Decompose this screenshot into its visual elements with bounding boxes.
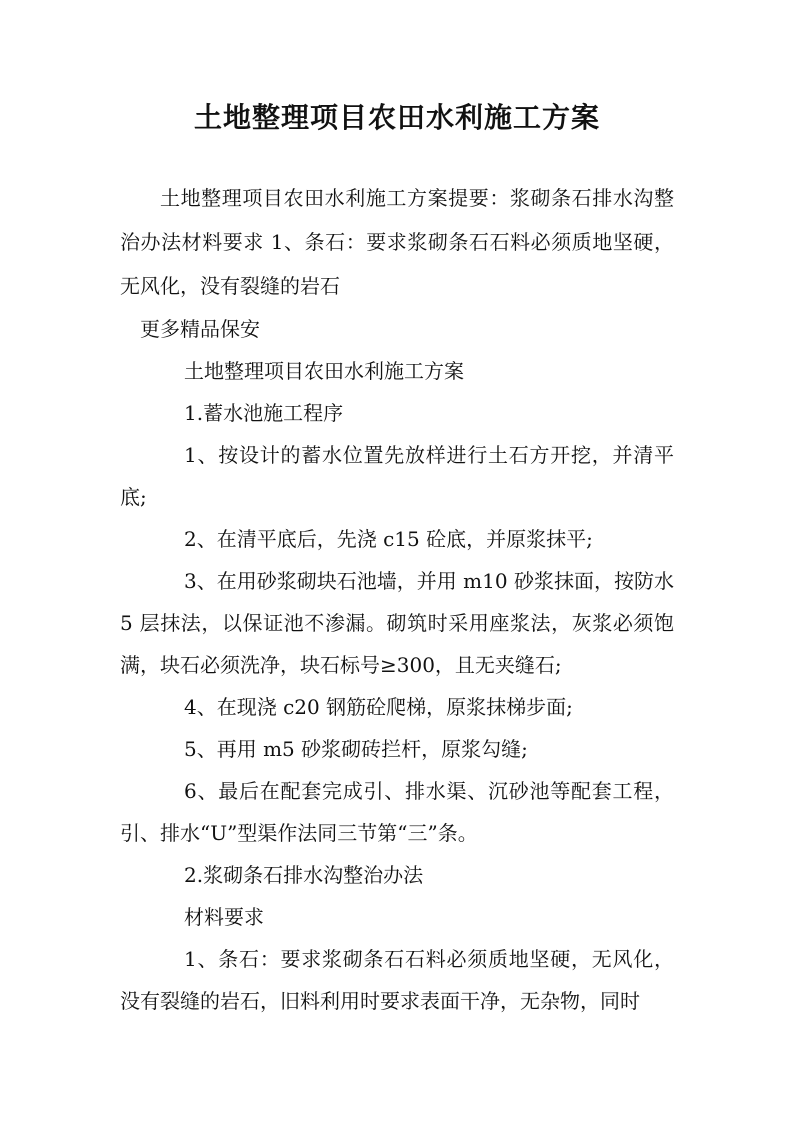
section-heading: 1.蓄水池施工程序 [184,401,344,425]
document-body [120,350,674,1022]
document-title: 土地整理项目农田水利施工方案 [193,101,600,134]
body-paragraph: 2、在清平底后，先浇 c15 砼底，并原浆抹平; [184,527,593,551]
body-paragraph: 4、在现浇 c20 钢筋砼爬梯，原浆抹梯步面; [184,695,573,719]
body-paragraph: 3、在用砂浆砌块石池墙，并用 m10 砂浆抹面，按防水 5 层抹法，以保证池不渗漏。砌筑时采用座浆法，灰浆必须饱满，块石必须洗净，块石标号≥300，且无夹缝石; [120,569,674,677]
more-link[interactable]: 更多精品保安 [140,317,260,341]
body-paragraph: 1、条石：要求浆砌条石石料必须质地坚硬，无风化，没有裂缝的岩石，旧料利用时要求表面干净，无杂物，同时 [120,947,674,1013]
body-paragraph: 6、最后在配套完成引、排水渠、沉砂池等配套工程，引、排水“U”型渠作法同三节第“三”条。 [120,779,674,845]
section-heading: 2.浆砌条石排水沟整治办法 [184,863,424,887]
body-paragraph: 5、再用 m5 砂浆砌砖拦杆，原浆勾缝; [184,737,528,761]
subsection-heading: 材料要求 [184,905,264,929]
document-summary: 土地整理项目农田水利施工方案提要：浆砌条石排水沟整治办法材料要求 1、条石：要求浆砌条石石料必须质地坚硬，无风化，没有裂缝的岩石 [120,186,674,298]
body-paragraph: 土地整理项目农田水利施工方案 [184,359,464,383]
body-paragraph: 1、按设计的蓄水位置先放样进行土石方开挖，并清平底; [120,443,674,509]
